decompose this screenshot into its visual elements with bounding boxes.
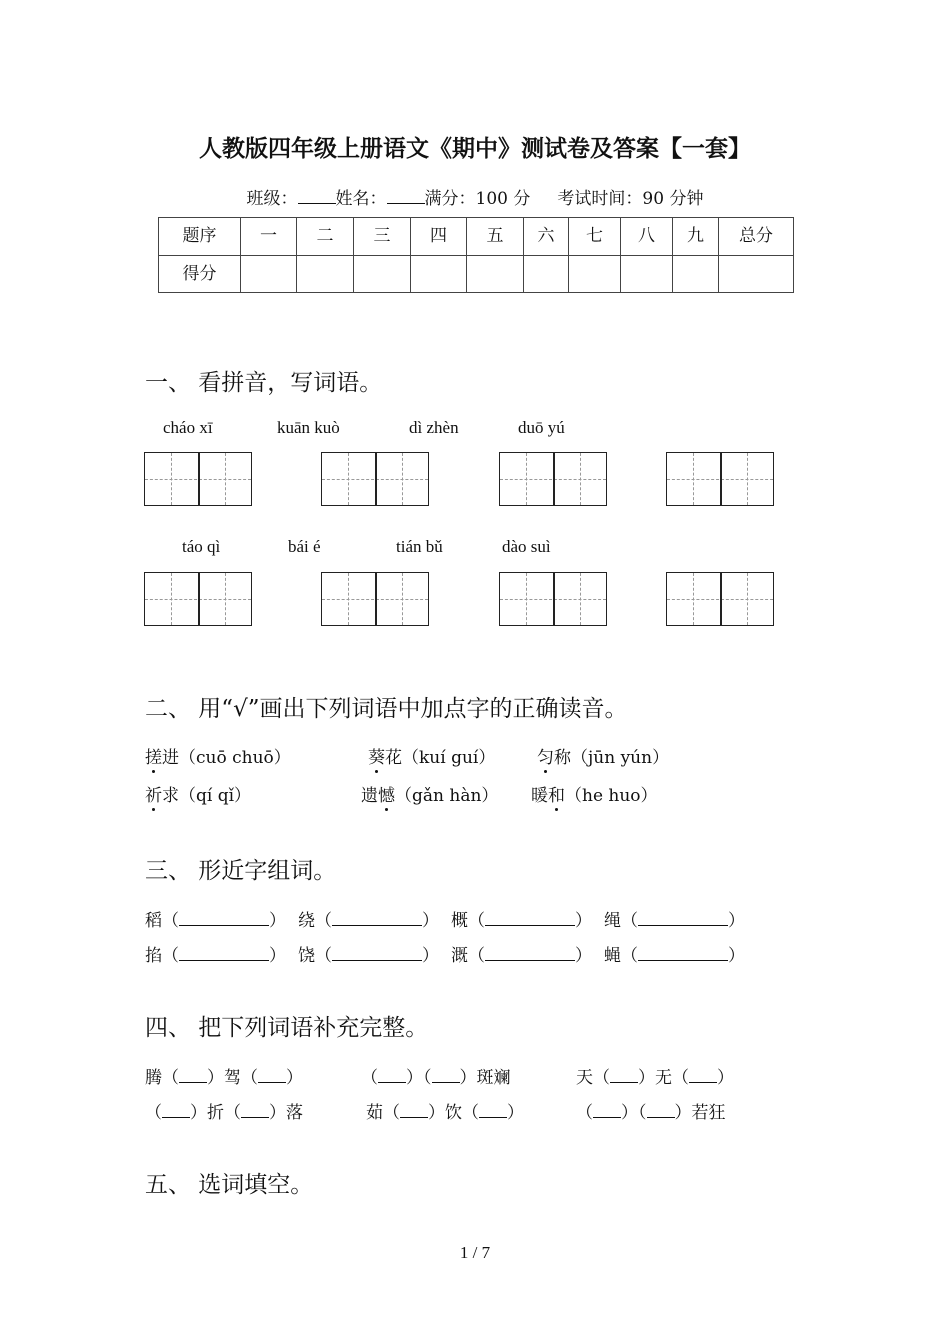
score-cell[interactable]	[467, 255, 524, 293]
answer-blank[interactable]	[647, 1102, 675, 1118]
answer-blank[interactable]	[332, 945, 422, 961]
answer-blank[interactable]	[241, 1102, 269, 1118]
answer-blank[interactable]	[485, 910, 575, 926]
idiom-item[interactable]: 腾（ ）驾（ ）	[145, 1068, 303, 1088]
answer-blank[interactable]	[162, 1102, 190, 1118]
reading-item[interactable]	[537, 743, 669, 768]
idiom-item[interactable]: 天（ ）无（ ）	[576, 1068, 734, 1088]
word-item[interactable]: 掐（ ）	[145, 946, 286, 966]
reading-rest: 花（kuí guí）	[385, 748, 496, 768]
table-cell: 得分	[159, 255, 241, 293]
word-item[interactable]: 稻（ ）	[145, 911, 286, 931]
answer-blank[interactable]	[485, 945, 575, 961]
pinyin-label: dì zhèn	[409, 418, 459, 437]
table-cell: 四	[411, 218, 467, 256]
idiom-item[interactable]: （ ）折（ ）落	[145, 1103, 303, 1123]
section3-heading: 三、 形近字组词。	[145, 858, 337, 884]
idiom-item[interactable]: （ ）（ ）若狂	[576, 1103, 726, 1123]
table-cell: 九	[673, 218, 719, 256]
idiom-char: 折	[207, 1103, 224, 1123]
dotted-char: 和	[548, 781, 565, 806]
word-char: 溉	[451, 946, 468, 966]
score-table	[158, 217, 794, 293]
dotted-char: 葵	[368, 743, 385, 768]
class-label: 班级：	[246, 189, 298, 209]
answer-blank[interactable]	[689, 1067, 717, 1083]
answer-blank[interactable]	[479, 1102, 507, 1118]
idiom-char: 落	[286, 1103, 303, 1123]
word-char: 饶	[298, 946, 315, 966]
writing-grid[interactable]	[499, 452, 607, 506]
section4-heading: 四、 把下列词语补充完整。	[145, 1015, 429, 1041]
writing-grid[interactable]	[666, 452, 774, 506]
idiom-char: 若狂	[691, 1103, 726, 1123]
reading-item[interactable]	[531, 781, 658, 806]
answer-blank[interactable]	[179, 945, 269, 961]
writing-grid[interactable]	[144, 572, 252, 626]
class-blank[interactable]	[298, 189, 336, 204]
score-header-row	[159, 218, 794, 256]
word-char: 稻	[145, 911, 162, 931]
table-cell: 总分	[719, 218, 794, 256]
table-cell: 三	[354, 218, 411, 256]
answer-blank[interactable]	[332, 910, 422, 926]
table-cell: 七	[569, 218, 621, 256]
word-char: 概	[451, 911, 468, 931]
dotted-char: 祈	[145, 781, 162, 806]
exam-time: 考试时间：90 分钟	[557, 189, 704, 209]
plain-char: 遗	[361, 786, 378, 806]
reading-rest: （gǎn hàn）	[395, 786, 499, 806]
word-item[interactable]: 绕（ ）	[298, 911, 439, 931]
idiom-char: 斑斓	[476, 1068, 511, 1088]
idiom-char: 腾	[145, 1068, 162, 1088]
reading-item[interactable]	[368, 743, 495, 768]
answer-blank[interactable]	[638, 910, 728, 926]
word-char: 绳	[604, 911, 621, 931]
writing-grid[interactable]	[321, 572, 429, 626]
idiom-char: 饮	[445, 1103, 462, 1123]
writing-grid[interactable]	[321, 452, 429, 506]
page-title: 人教版四年级上册语文《期中》测试卷及答案【一套】	[199, 135, 751, 162]
pinyin-label: táo qì	[182, 537, 221, 556]
table-cell: 题序	[159, 218, 241, 256]
table-cell: 八	[621, 218, 673, 256]
pinyin-label: cháo xī	[163, 418, 213, 437]
answer-blank[interactable]	[258, 1067, 286, 1083]
reading-rest: 求（qí qǐ）	[162, 786, 252, 806]
score-row	[159, 255, 794, 293]
idiom-item[interactable]: 茹（ ）饮（ ）	[366, 1103, 524, 1123]
writing-grid[interactable]	[666, 572, 774, 626]
table-cell: 一	[241, 218, 297, 256]
reading-rest: 进（cuō chuō）	[162, 748, 291, 768]
word-item[interactable]: 概（ ）	[451, 911, 592, 931]
pinyin-label: bái é	[288, 537, 321, 556]
reading-item[interactable]	[145, 781, 251, 806]
score-cell[interactable]	[569, 255, 621, 293]
writing-grid[interactable]	[144, 452, 252, 506]
idiom-char: 驾	[224, 1068, 241, 1088]
pinyin-label: dào suì	[502, 537, 551, 556]
word-char: 绕	[298, 911, 315, 931]
answer-blank[interactable]	[593, 1102, 621, 1118]
score-cell[interactable]	[354, 255, 411, 293]
word-item[interactable]: 溉（ ）	[451, 946, 592, 966]
writing-grid[interactable]	[499, 572, 607, 626]
answer-blank[interactable]	[432, 1067, 460, 1083]
score-cell[interactable]	[524, 255, 569, 293]
table-cell: 六	[524, 218, 569, 256]
pinyin-label: duō yú	[518, 418, 565, 437]
section1-heading: 一、 看拼音，写词语。	[145, 370, 383, 396]
idiom-item[interactable]: （ ）（ ）斑斓	[361, 1068, 511, 1088]
dotted-char: 搓	[145, 743, 162, 768]
score-cell[interactable]	[241, 255, 297, 293]
word-char: 掐	[145, 946, 162, 966]
word-item[interactable]: 饶（ ）	[298, 946, 439, 966]
score-cell[interactable]	[411, 255, 467, 293]
score-cell[interactable]	[621, 255, 673, 293]
section5-heading: 五、 选词填空。	[145, 1172, 314, 1198]
reading-rest: 称（jūn yún）	[554, 748, 670, 768]
reading-item[interactable]	[361, 781, 498, 806]
plain-char: 暖	[531, 786, 548, 806]
answer-blank[interactable]	[400, 1102, 428, 1118]
answer-blank[interactable]	[179, 1067, 207, 1083]
word-item[interactable]: 绳（ ）	[604, 911, 745, 931]
name-blank[interactable]	[387, 189, 425, 204]
pinyin-label: tián bǔ	[396, 537, 443, 556]
table-cell: 二	[297, 218, 354, 256]
answer-blank[interactable]	[378, 1067, 406, 1083]
section2-heading: 二、 用“√”画出下列词语中加点字的正确读音。	[145, 696, 628, 722]
dotted-char: 憾	[378, 781, 395, 806]
exam-info	[0, 184, 950, 209]
reading-rest: （he huo）	[565, 786, 658, 806]
answer-blank[interactable]	[179, 910, 269, 926]
idiom-char: 天	[576, 1068, 593, 1088]
pinyin-label: kuān kuò	[277, 418, 340, 437]
word-char: 蝇	[604, 946, 621, 966]
table-cell: 五	[467, 218, 524, 256]
score-cell[interactable]	[297, 255, 354, 293]
answer-blank[interactable]	[610, 1067, 638, 1083]
idiom-char: 茹	[366, 1103, 383, 1123]
score-cell[interactable]	[673, 255, 719, 293]
dotted-char: 匀	[537, 743, 554, 768]
reading-item[interactable]	[145, 743, 291, 768]
answer-blank[interactable]	[638, 945, 728, 961]
full-score: 满分：100 分	[424, 189, 531, 209]
word-item[interactable]: 蝇（ ）	[604, 946, 745, 966]
page-number: 1 / 7	[459, 1243, 491, 1262]
score-cell[interactable]	[719, 255, 794, 293]
name-label: 姓名：	[335, 189, 387, 209]
idiom-char: 无	[655, 1068, 672, 1088]
